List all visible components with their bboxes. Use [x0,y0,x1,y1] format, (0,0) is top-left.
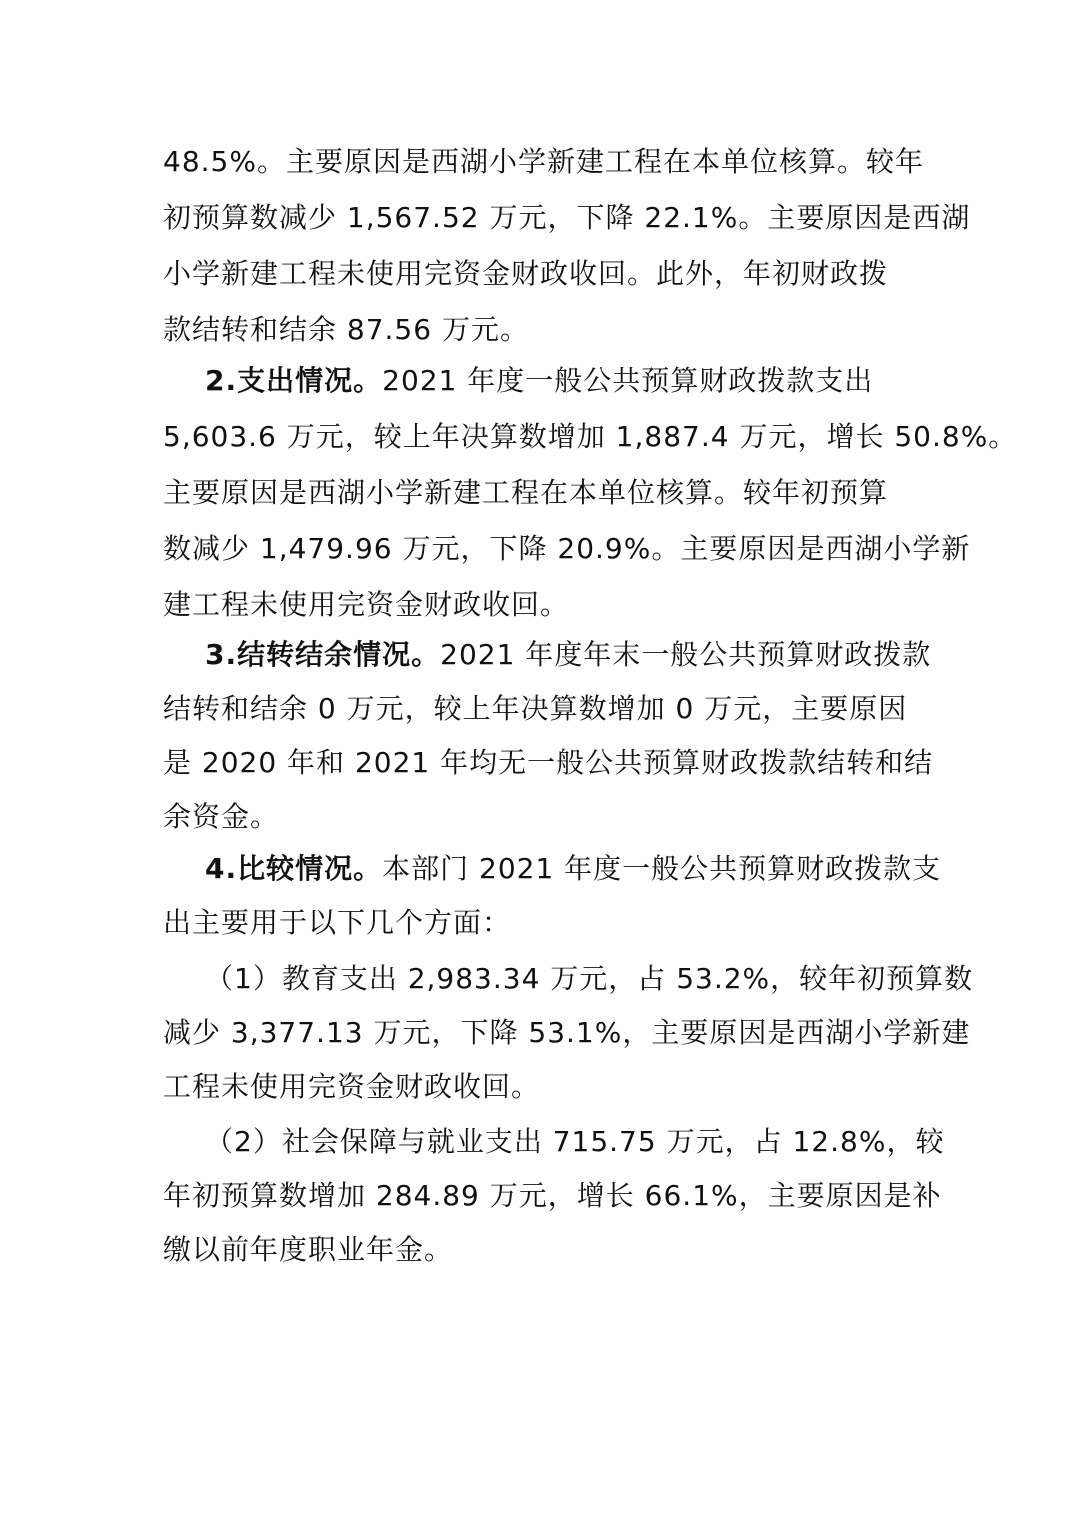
text-line: 款结转和结余 87.56 万元。 [163,313,529,346]
text-line: 48.5%。主要原因是西湖小学新建工程在本单位核算。较年 [163,145,924,178]
text-line: 主要原因是西湖小学新建工程在本单位核算。较年初预算 [163,476,889,509]
text-line: 初预算数减少 1,567.52 万元，下降 22.1%。主要原因是西湖 [163,201,971,234]
paragraph-first-line [205,363,873,399]
paragraph-first-line [205,851,941,887]
section-heading: 4.比较情况。 [205,852,383,885]
text-line: 工程未使用完资金财政收回。 [163,1070,541,1103]
text-line: （1）教育支出 2,983.34 万元，占 53.2%，较年初预算数 [205,962,974,995]
paragraph-first-line [205,637,931,673]
text-line: 减少 3,377.13 万元，下降 53.1%，主要原因是西湖小学新建 [163,1016,971,1049]
text-line: 是 2020 年和 2021 年均无一般公共预算财政拨款结转和结 [163,746,934,779]
text-span: 本部门 2021 年度一般公共预算财政拨款支 [382,852,942,885]
text-span: 2021 年度年末一般公共预算财政拨款 [440,638,932,671]
text-line: 5,603.6 万元，较上年决算数增加 1,887.4 万元，增长 50.8%。 [163,420,1018,453]
text-line: 出主要用于以下几个方面： [163,906,512,939]
text-line: 结转和结余 0 万元，较上年决算数增加 0 万元，主要原因 [163,692,908,725]
section-heading: 3.结转结余情况。 [205,638,441,671]
text-line: 小学新建工程未使用完资金财政收回。此外，年初财政拨 [163,257,889,290]
text-line: 年初预算数增加 284.89 万元，增长 66.1%，主要原因是补 [163,1179,942,1212]
text-line: 数减少 1,479.96 万元，下降 20.9%。主要原因是西湖小学新 [163,532,971,565]
text-span: 2021 年度一般公共预算财政拨款支出 [382,364,874,397]
section-heading: 2.支出情况。 [205,364,383,397]
text-line: 建工程未使用完资金财政收回。 [163,588,570,621]
text-line: 余资金。 [163,800,280,833]
text-line: （2）社会保障与就业支出 715.75 万元，占 12.8%，较 [205,1125,945,1158]
text-line: 缴以前年度职业年金。 [163,1233,454,1266]
